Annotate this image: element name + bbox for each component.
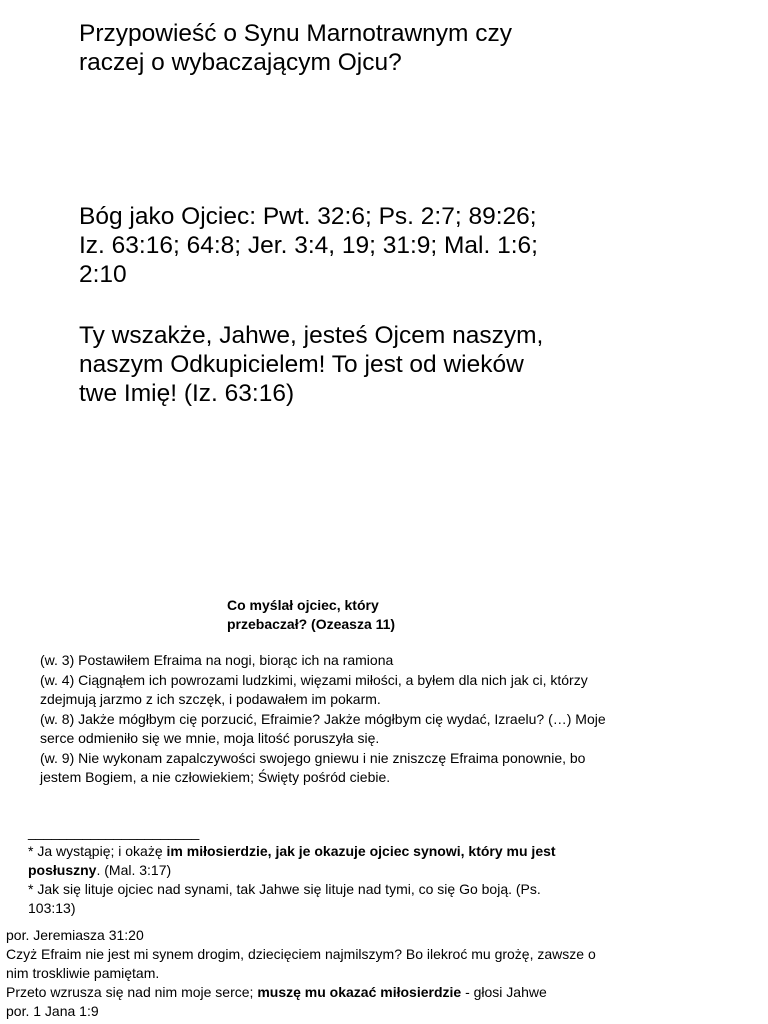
jeremiah-reference: por. Jeremiasza 31:20 xyxy=(6,927,144,943)
verse-line: (w. 8) Jakże mógłbym cię porzucić, Efraimie? Jakże mógłbym cię wydać, Izraelu? (…) Moje xyxy=(40,710,606,727)
footnote-2-continued: 103:13) xyxy=(28,900,76,916)
footnote-1 xyxy=(28,842,728,861)
quote-line: Ty wszakże, Jahwe, jesteś Ojcem naszym, xyxy=(79,322,544,349)
god-as-father-references xyxy=(79,202,639,289)
verse-line: (w. 4) Ciągnąłem ich powrozami ludzkimi, więzami miłości, a byłem dla nich jak ci, którzy xyxy=(40,671,588,688)
jeremiah-text: - głosi Jahwe xyxy=(461,984,547,1000)
jeremiah-emphasis: muszę mu okazać miłosierdzie xyxy=(257,984,462,1000)
page-title xyxy=(79,19,639,77)
footnote-1-emphasis: posłuszny xyxy=(28,862,97,878)
quote-line: naszym Odkupicielem! To jest od wieków xyxy=(79,351,524,378)
isaiah-quote xyxy=(79,321,639,408)
quote-line: twe Imię! (Iz. 63:16) xyxy=(79,380,295,407)
references-line: 2:10 xyxy=(79,261,127,288)
heading-line: Co myślał ojciec, który xyxy=(227,597,379,613)
title-line: Przypowieść o Synu Marnotrawnym czy xyxy=(79,20,512,47)
verse-line: (w. 9) Nie wykonam zapalczywości swojego gniewu i nie zniszczę Efraima ponownie, bo xyxy=(40,749,586,766)
verse-line: serce odmieniło się we mnie, moja litość poruszyła się. xyxy=(40,730,380,746)
john-reference: por. 1 Jana 1:9 xyxy=(6,1003,99,1019)
hosea-verses xyxy=(40,651,730,788)
jeremiah-text-line xyxy=(6,983,756,1002)
title-line: raczej o wybaczającym Ojcu? xyxy=(79,49,402,76)
jeremiah-text-line: Czyż Efraim nie jest mi synem drogim, dziecięciem najmilszym? Bo ilekroć mu grożę, zawsze o xyxy=(6,946,596,962)
verse-line: jestem Bogiem, a nie człowiekiem; Święty pośród ciebie. xyxy=(40,769,391,785)
footnote-1-text: * Ja wystąpię; i okażę xyxy=(28,843,167,859)
footnote-1-reference: . (Mal. 3:17) xyxy=(96,862,172,878)
footnote-2: * Jak się lituje ojciec nad synami, tak Jahwe się lituje nad tymi, co się Go boją. (Ps. xyxy=(28,881,541,897)
footnotes xyxy=(28,823,728,918)
footnote-rule: ______________________ xyxy=(28,824,200,840)
jeremiah-text-line: nim troskliwie pamiętam. xyxy=(6,965,160,981)
references-line: Bóg jako Ojciec: Pwt. 32:6; Ps. 2:7; 89:26; xyxy=(79,203,537,230)
jeremiah-text: Przeto wzrusza się nad nim moje serce; xyxy=(6,984,258,1000)
heading-line: przebaczał? (Ozeasza 11) xyxy=(227,616,396,632)
verse-line: (w. 3) Postawiłem Efraima na nogi, biorąc ich na ramiona xyxy=(40,652,394,668)
verse-line: zdejmują jarzmo z ich szczęk, i podawałem im pokarm. xyxy=(40,691,381,707)
jeremiah-section xyxy=(6,926,756,1021)
references-line: Iz. 63:16; 64:8; Jer. 3:4, 19; 31:9; Mal. 1:6; xyxy=(79,232,538,259)
hosea-heading xyxy=(227,596,487,634)
footnote-1-emphasis: im miłosierdzie, jak je okazuje ojciec synowi, który mu jest xyxy=(166,843,556,859)
footnote-1-continued xyxy=(28,861,728,880)
